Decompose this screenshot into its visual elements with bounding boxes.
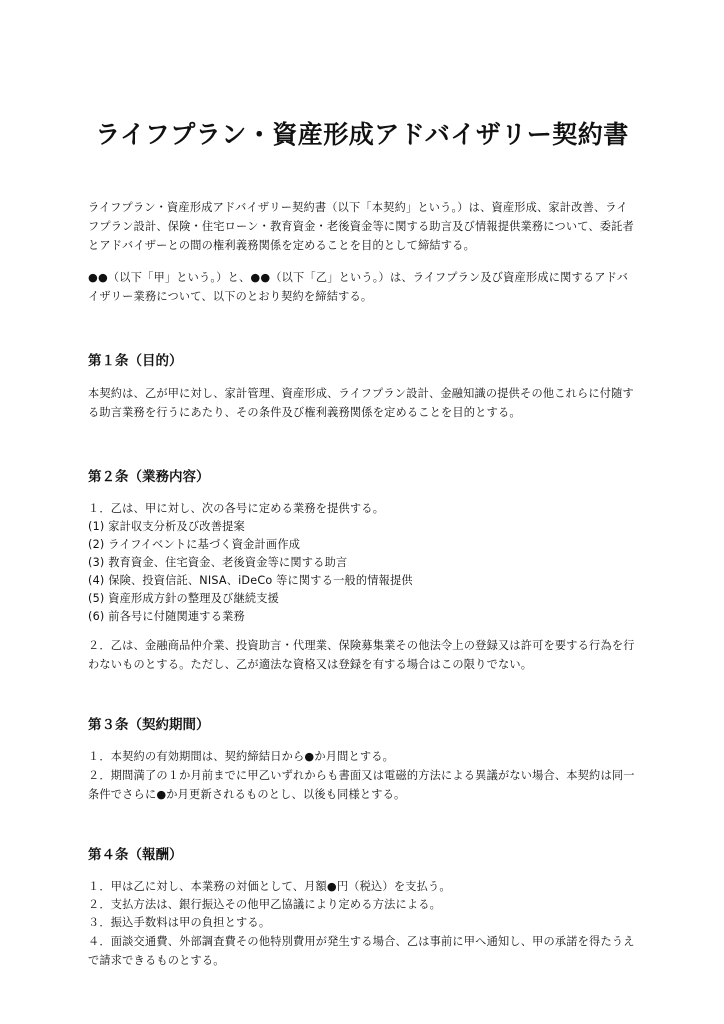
clause-paragraph: ２．期間満了の１か月前までに甲乙いずれからも書面又は電磁的方法による異議がない場合、本契約は同一条件でさらに●か月更新されるものとし、以後も同様とする。 <box>88 769 635 801</box>
list-item: (5) 資産形成方針の整理及び継続支援 <box>88 592 280 605</box>
list-item: (6) 前各号に付随関連する業務 <box>88 610 245 623</box>
clause-paragraph: ４．面談交通費、外部調査費その他特別費用が発生する場合、乙は事前に甲へ通知し、甲の承諾を得たうえで請求できるものとする。 <box>88 935 635 967</box>
article-heading: 第４条（報酬） <box>88 847 183 863</box>
clause-line: １．甲は乙に対し、本業務の対価として、月額●円（税込）を支払う。 <box>88 880 451 893</box>
list-item: (1) 家計収支分析及び改善提案 <box>88 520 245 533</box>
list-item: (2) ライフイベントに基づく資金計画作成 <box>88 538 301 551</box>
intro-section <box>88 198 636 306</box>
clause-paragraph: ２．乙は、金融商品仲介業、投資助言・代理業、保険募集業その他法令上の登録又は許可を要する行為を行わないものとする。ただし、乙が適法な資格又は登録を有する場合はこの限りでない。 <box>88 639 635 671</box>
list-item: (3) 教育資金、住宅資金、老後資金等に関する助言 <box>88 556 348 569</box>
document-title: ライフプラン・資産形成アドバイザリー契約書 <box>95 120 629 149</box>
clause-line: １．本契約の有効期間は、契約締結日から●か月間とする。 <box>88 750 395 763</box>
intro-paragraph: ライフプラン・資産形成アドバイザリー契約書（以下「本契約」という。）は、資産形成、家計改善、ライフプラン設計、保険・住宅ローン・教育資金・老後資金等に関する助言及び情報提供業務について、委託者とアドバイザーとの間の権利義務関係を定めることを目的として締結する。 <box>88 201 634 252</box>
clause-line: １．乙は、甲に対し、次の各号に定める業務を提供する。 <box>88 502 385 515</box>
article-4 <box>88 844 636 970</box>
clause-line: ２．支払方法は、銀行振込その他甲乙協議により定める方法による。 <box>88 898 442 911</box>
list-item: (4) 保険、投資信託、NISA、iDeCo 等に関する一般的情報提供 <box>88 574 413 587</box>
article-2 <box>88 466 636 674</box>
article-3 <box>88 714 636 804</box>
intro-paragraph: ●●（以下「甲」という。）と、●●（以下「乙」という。）は、ライフプラン及び資産形成に関するアドバイザリー業務について、以下のとおり契約を締結する。 <box>88 271 629 303</box>
article-paragraph: 本契約は、乙が甲に対し、家計管理、資産形成、ライフプラン設計、金融知識の提供その他これらに付随する助言業務を行うにあたり、その条件及び権利義務関係を定めることを目的とする。 <box>88 387 634 419</box>
clause-line: ３．振込手数料は甲の負担とする。 <box>88 916 271 929</box>
article-1 <box>88 350 636 422</box>
article-heading: 第１条（目的） <box>88 353 183 369</box>
article-heading: 第２条（業務内容） <box>88 469 210 485</box>
article-heading: 第３条（契約期間） <box>88 717 210 733</box>
